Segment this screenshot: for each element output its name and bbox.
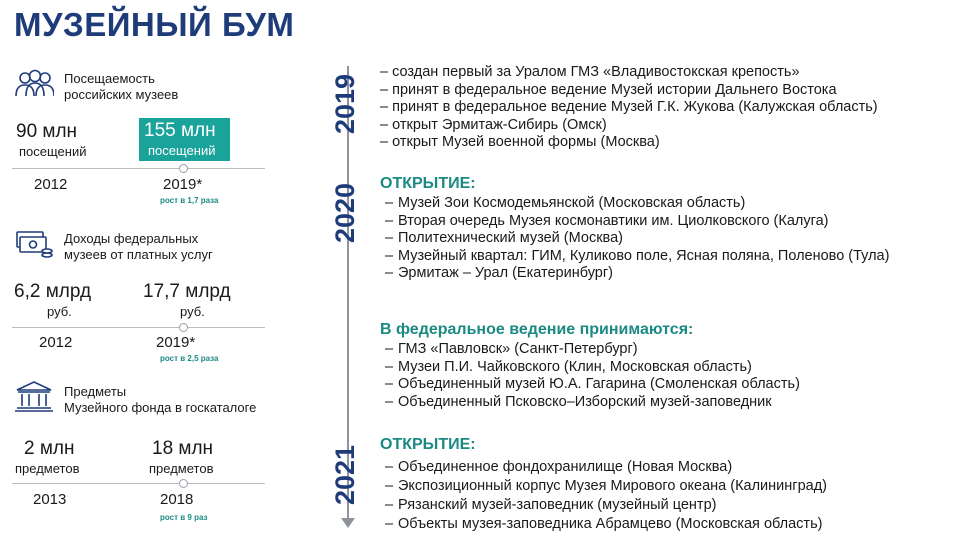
stat-heading: Посещаемость российских музеев bbox=[64, 71, 179, 102]
list-item: – Объединенный Псковско–Изборский музей-заповедник bbox=[385, 393, 772, 410]
list-item: – Рязанский музей-заповедник (музейный центр) bbox=[385, 497, 717, 513]
stat-heading: Предметы Музейного фонда в госкаталоге bbox=[64, 384, 257, 415]
stat-left-unit: посещений bbox=[19, 144, 87, 159]
stat-left-year: 2013 bbox=[33, 491, 67, 508]
stat-right-value: 155 млн bbox=[144, 120, 216, 141]
list-item: – открыт Музей военной формы (Москва) bbox=[380, 134, 660, 150]
list-item: – ГМЗ «Павловск» (Санкт-Петербург) bbox=[385, 341, 638, 357]
list-item: – открыт Эрмитаж-Сибирь (Омск) bbox=[380, 116, 607, 133]
stat-right-unit: руб. bbox=[180, 304, 205, 319]
stat-right-value: 18 млн bbox=[152, 438, 214, 459]
growth-label: рост в 2,5 раза bbox=[160, 354, 219, 363]
stat-left-unit: предметов bbox=[15, 461, 80, 476]
year-label-2020: 2020 bbox=[330, 182, 360, 243]
list-item: – Объекты музея-заповедника Абрамцево (Московская область) bbox=[385, 516, 823, 532]
section-label-opening-2020: ОТКРЫТИЕ: bbox=[380, 175, 476, 192]
list-item: – Эрмитаж – Урал (Екатеринбург) bbox=[385, 265, 613, 281]
stat-right-unit: посещений bbox=[148, 143, 216, 158]
stat-right-unit: предметов bbox=[149, 461, 214, 476]
stat-right-year: 2019* bbox=[163, 176, 203, 193]
stat-left-unit: руб. bbox=[47, 304, 72, 319]
timeline-dot bbox=[179, 164, 188, 173]
timeline-dot bbox=[179, 323, 188, 332]
timeline-bar bbox=[12, 168, 265, 169]
museum-building-icon bbox=[14, 380, 54, 412]
section-label-federal: В федеральное ведение принимаются: bbox=[380, 321, 694, 338]
events-2020-federal bbox=[385, 341, 800, 411]
highlight-box bbox=[139, 118, 230, 161]
list-item: – Музеи П.И. Чайковского (Клин, Московская область) bbox=[385, 358, 752, 375]
page-title: МУЗЕЙНЫЙ БУМ bbox=[14, 6, 295, 43]
list-item: – Музейный квартал: ГИМ, Куликово поле, Ясная поляна, Поленово (Тула) bbox=[385, 247, 890, 264]
people-icon bbox=[14, 68, 54, 100]
list-item: – Вторая очередь Музея космонавтики им. Циолковского (Калуга) bbox=[385, 212, 829, 229]
timeline-arrow-icon bbox=[341, 518, 355, 528]
events-2020-opening bbox=[385, 195, 889, 283]
section-label-opening-2021: ОТКРЫТИЕ: bbox=[380, 436, 476, 453]
events-2019 bbox=[380, 64, 878, 152]
money-icon bbox=[14, 229, 54, 261]
stat-heading: Доходы федеральных музеев от платных услуг bbox=[64, 231, 213, 262]
stat-left-value: 2 млн bbox=[24, 438, 75, 459]
list-item: – создан первый за Уралом ГМЗ «Владивостокская крепость» bbox=[380, 64, 800, 80]
list-item: – Объединенный музей Ю.А. Гагарина (Смоленская область) bbox=[385, 376, 800, 392]
growth-label: рост в 9 раз bbox=[160, 513, 208, 522]
stat-left-value: 6,2 млрд bbox=[14, 281, 92, 302]
year-label-2021: 2021 bbox=[330, 444, 360, 505]
list-item: – принят в федеральное ведение Музей Г.К. Жукова (Калужская область) bbox=[380, 99, 878, 115]
timeline-bar bbox=[12, 327, 265, 328]
events-2021 bbox=[385, 458, 827, 534]
stat-right-value: 17,7 млрд bbox=[143, 281, 231, 302]
stat-left-year: 2012 bbox=[34, 176, 68, 193]
stat-right-year: 2018 bbox=[160, 491, 194, 508]
list-item: – Политехнический музей (Москва) bbox=[385, 230, 623, 246]
growth-label: рост в 1,7 раза bbox=[160, 196, 219, 205]
list-item: – Объединенное фондохранилище (Новая Москва) bbox=[385, 459, 733, 475]
list-item: – принят в федеральное ведение Музей истории Дальнего Востока bbox=[380, 81, 837, 98]
year-label-2019: 2019 bbox=[330, 73, 360, 134]
stat-right-year: 2019* bbox=[156, 334, 196, 351]
list-item: – Музей Зои Космодемьянской (Московская область) bbox=[385, 195, 746, 211]
list-item: – Экспозиционный корпус Музея Мирового океана (Калининград) bbox=[385, 478, 827, 494]
stat-left-year: 2012 bbox=[39, 334, 73, 351]
stat-left-value: 90 млн bbox=[16, 121, 78, 142]
timeline-dot bbox=[179, 479, 188, 488]
timeline-bar bbox=[12, 483, 265, 484]
